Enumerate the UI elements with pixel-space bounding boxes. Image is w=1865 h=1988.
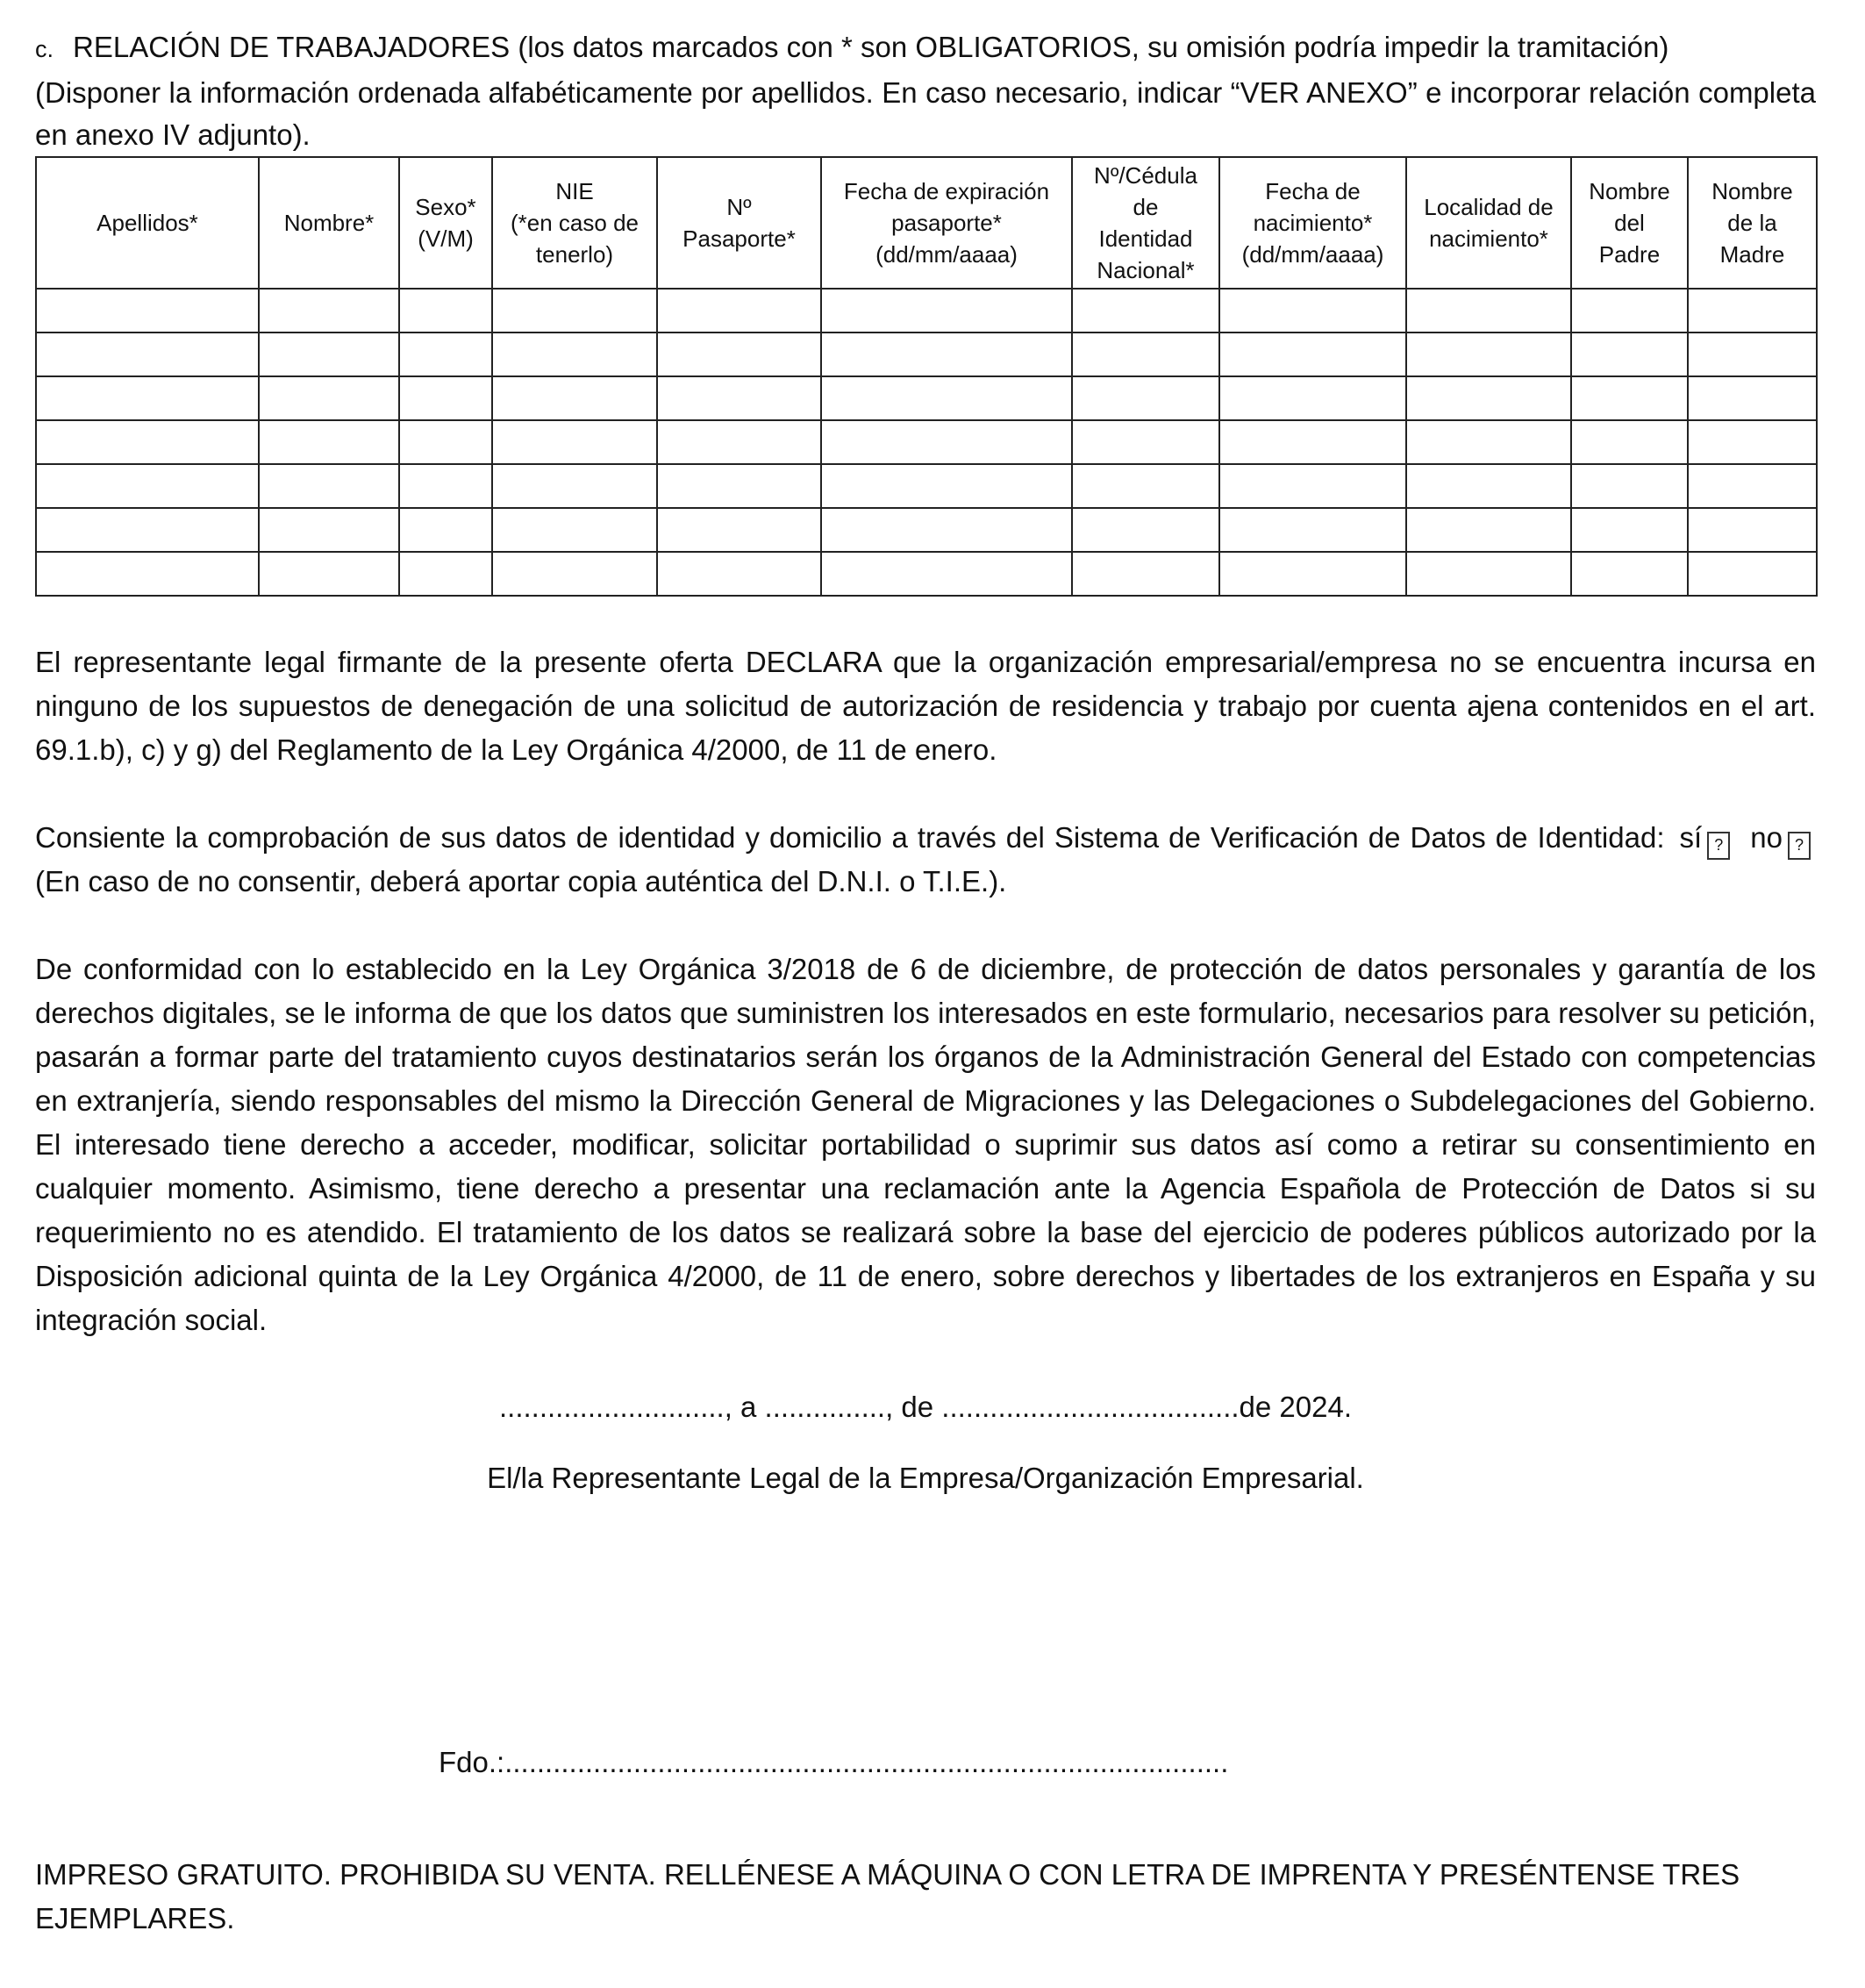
- table-cell[interactable]: [1406, 420, 1571, 464]
- column-header-line: nacimiento*: [1253, 210, 1373, 236]
- table-cell[interactable]: [399, 552, 492, 596]
- column-header-line: NIE: [555, 178, 594, 204]
- table-cell[interactable]: [657, 464, 821, 508]
- column-header: [399, 157, 492, 289]
- column-header-line: Nacional*: [1097, 257, 1195, 283]
- column-header-line: Nº: [726, 194, 752, 220]
- table-cell[interactable]: [1406, 464, 1571, 508]
- section-heading: [35, 25, 1816, 72]
- table-row: [36, 552, 1817, 596]
- column-header-line: de: [1133, 194, 1159, 220]
- column-header-line: Localidad de: [1424, 194, 1554, 220]
- column-header-line: del: [1614, 210, 1645, 236]
- table-cell[interactable]: [492, 508, 657, 552]
- footer-notice: IMPRESO GRATUITO. PROHIBIDA SU VENTA. RELLÉNESE A MÁQUINA O CON LETRA DE IMPRENTA Y PRESÉNTENSE TRES EJEMPLARES.: [35, 1858, 1740, 1934]
- column-header-line: Fecha de: [1265, 178, 1361, 204]
- consent-yes-label: sí: [1679, 821, 1703, 854]
- column-header-line: pasaporte*: [891, 210, 1002, 236]
- table-cell[interactable]: [821, 552, 1072, 596]
- table-cell[interactable]: [1219, 552, 1406, 596]
- column-header-line: Padre: [1598, 241, 1661, 268]
- table-cell[interactable]: [1688, 508, 1817, 552]
- table-cell[interactable]: [492, 289, 657, 333]
- table-cell[interactable]: [259, 376, 399, 420]
- consent-no-label: no: [1750, 821, 1783, 854]
- table-cell[interactable]: [1219, 420, 1406, 464]
- table-cell[interactable]: [492, 376, 657, 420]
- column-header: [1219, 157, 1406, 289]
- column-header-line: (*en caso de: [511, 210, 639, 236]
- column-header: [1688, 157, 1817, 289]
- table-cell[interactable]: [1072, 508, 1219, 552]
- table-cell[interactable]: [1219, 333, 1406, 376]
- table-cell[interactable]: [36, 289, 259, 333]
- consent-text: Consiente la comprobación de sus datos de identidad y domicilio a través del Sistema de Verificación de Datos de Identidad:: [35, 821, 1665, 854]
- column-header-line: (V/M): [418, 225, 474, 252]
- column-header: [657, 157, 821, 289]
- table-cell[interactable]: [1571, 552, 1688, 596]
- column-header-line: Nº/Cédula: [1094, 162, 1197, 189]
- column-header-line: Nombre*: [283, 210, 375, 236]
- table-cell[interactable]: [1406, 333, 1571, 376]
- column-header-line: Sexo*: [415, 194, 476, 220]
- column-header-line: tenerlo): [535, 241, 614, 268]
- table-body: [36, 289, 1817, 596]
- table-cell[interactable]: [1688, 333, 1817, 376]
- consent-note: (En caso de no consentir, deberá aportar copia auténtica del D.N.I. o T.I.E.).: [35, 865, 1007, 897]
- table-row: [36, 508, 1817, 552]
- column-header-line: nacimiento*: [1429, 225, 1548, 252]
- table-cell[interactable]: [821, 420, 1072, 464]
- table-cell[interactable]: [492, 333, 657, 376]
- table-row: [36, 420, 1817, 464]
- column-header-line: de la: [1727, 210, 1777, 236]
- table-cell[interactable]: [821, 464, 1072, 508]
- table-cell[interactable]: [1406, 508, 1571, 552]
- table-cell[interactable]: [821, 289, 1072, 333]
- table-cell[interactable]: [1688, 289, 1817, 333]
- table-cell[interactable]: [36, 508, 259, 552]
- workers-table: [35, 156, 1818, 597]
- table-cell[interactable]: [492, 552, 657, 596]
- table-cell[interactable]: [1571, 289, 1688, 333]
- table-cell[interactable]: [1072, 376, 1219, 420]
- table-cell[interactable]: [657, 552, 821, 596]
- column-header-line: (dd/mm/aaaa): [875, 241, 1018, 268]
- table-cell[interactable]: [492, 464, 657, 508]
- column-header: [259, 157, 399, 289]
- table-row: [36, 464, 1817, 508]
- column-header-line: Nombre: [1589, 178, 1670, 204]
- table-cell[interactable]: [259, 464, 399, 508]
- table-cell[interactable]: [1072, 464, 1219, 508]
- table-row: [36, 289, 1817, 333]
- table-cell[interactable]: [259, 420, 399, 464]
- table-row: [36, 333, 1817, 376]
- table-cell[interactable]: [657, 508, 821, 552]
- table-cell[interactable]: [1688, 376, 1817, 420]
- table-cell[interactable]: [1688, 420, 1817, 464]
- signature-line[interactable]: Fdo.:..........................................................................................: [439, 1746, 1229, 1778]
- table-cell[interactable]: [1219, 464, 1406, 508]
- table-cell[interactable]: [821, 376, 1072, 420]
- table-cell[interactable]: [259, 508, 399, 552]
- column-header-line: Identidad: [1098, 225, 1193, 252]
- table-cell[interactable]: [36, 464, 259, 508]
- table-cell[interactable]: [1688, 464, 1817, 508]
- table-cell[interactable]: [657, 289, 821, 333]
- table-cell[interactable]: [259, 552, 399, 596]
- table-cell[interactable]: [399, 464, 492, 508]
- table-cell[interactable]: [492, 420, 657, 464]
- table-cell[interactable]: [1571, 333, 1688, 376]
- section-letter: c.: [35, 36, 54, 62]
- table-cell[interactable]: [36, 333, 259, 376]
- section-title: RELACIÓN DE TRABAJADORES (los datos marcados con * son OBLIGATORIOS, su omisión podría impedir la tramitación): [73, 31, 1669, 63]
- column-header-line: Pasaporte*: [682, 225, 796, 252]
- date-line[interactable]: ............................, a ..............., de .....................................de 2024.: [498, 1391, 1352, 1423]
- table-row: [36, 376, 1817, 420]
- table-header-row: [36, 157, 1817, 289]
- signer-title: El/la Representante Legal de la Empresa/Organización Empresarial.: [487, 1462, 1364, 1494]
- table-cell[interactable]: [1688, 552, 1817, 596]
- table-cell[interactable]: [259, 333, 399, 376]
- column-header: [36, 157, 259, 289]
- table-cell[interactable]: [821, 333, 1072, 376]
- table-cell[interactable]: [1571, 464, 1688, 508]
- table-cell[interactable]: [821, 508, 1072, 552]
- column-header-line: Madre: [1719, 241, 1785, 268]
- table-cell[interactable]: [36, 420, 259, 464]
- consent-no-checkbox[interactable]: ?: [1788, 832, 1811, 860]
- column-header: [821, 157, 1072, 289]
- table-cell[interactable]: [36, 376, 259, 420]
- table-cell[interactable]: [399, 420, 492, 464]
- table-cell[interactable]: [1072, 289, 1219, 333]
- section-instruction: (Disponer la información ordenada alfabéticamente por apellidos. En caso necesario, indicar “VER ANEXO” e incorporar relación completa en anexo IV adjunto).: [35, 76, 1816, 151]
- consent-paragraph: [35, 816, 1816, 904]
- column-header: [1406, 157, 1571, 289]
- table-cell[interactable]: [1571, 420, 1688, 464]
- table-cell[interactable]: [1219, 289, 1406, 333]
- table-cell[interactable]: [259, 289, 399, 333]
- table-cell[interactable]: [657, 376, 821, 420]
- column-header: [492, 157, 657, 289]
- column-header: [1072, 157, 1219, 289]
- table-cell[interactable]: [1571, 508, 1688, 552]
- column-header-line: Nombre: [1711, 178, 1793, 204]
- column-header-line: Apellidos*: [96, 210, 198, 236]
- table-cell[interactable]: [1219, 376, 1406, 420]
- privacy-text: De conformidad con lo establecido en la Ley Orgánica 3/2018 de 6 de diciembre, de protección de datos personales y garantía de los derechos digitales, se le informa de que los datos que suministren los interesados en este formulario, necesarios para resolver su petición, pasarán a formar parte del tratamiento cuyos destinatarios serán los órganos de la Administración General del Estado con competencias en extranjería, siendo responsables del mismo la Dirección General de Migraciones y las Delegaciones o Subdelegaciones del Gobierno. El interesado tiene derecho a acceder, modificar, solicitar portabilidad o suprimir sus datos así como a retirar su consentimiento en cualquier momento. Asimismo, tiene derecho a presentar una reclamación ante la Agencia Española de Protección de Datos si su requerimiento no es atendido. El tratamiento de los datos se realizará sobre la base del ejercicio de poderes públicos autorizado por la Disposición adicional quinta de la Ley Orgánica 4/2000, de 11 de enero, sobre derechos y libertades de los extranjeros en España y su integración social.: [35, 953, 1816, 1336]
- table-cell[interactable]: [1406, 376, 1571, 420]
- table-cell[interactable]: [1072, 333, 1219, 376]
- table-cell[interactable]: [1072, 552, 1219, 596]
- table-cell[interactable]: [1072, 420, 1219, 464]
- consent-yes-checkbox[interactable]: ?: [1707, 832, 1730, 860]
- column-header-line: Fecha de expiración: [843, 178, 1050, 204]
- table-cell[interactable]: [657, 333, 821, 376]
- column-header: [1571, 157, 1688, 289]
- table-cell[interactable]: [1571, 376, 1688, 420]
- form-page: [35, 25, 1816, 1499]
- column-header-line: (dd/mm/aaaa): [1241, 241, 1384, 268]
- table-cell[interactable]: [399, 333, 492, 376]
- table-cell[interactable]: [36, 552, 259, 596]
- table-cell[interactable]: [399, 376, 492, 420]
- table-cell[interactable]: [399, 508, 492, 552]
- table-cell[interactable]: [399, 289, 492, 333]
- table-cell[interactable]: [1406, 289, 1571, 333]
- table-cell[interactable]: [1219, 508, 1406, 552]
- table-cell[interactable]: [657, 420, 821, 464]
- declaration-text: El representante legal firmante de la presente oferta DECLARA que la organización empresarial/empresa no se encuentra incursa en ninguno de los supuestos de denegación de una solicitud de autorización de residencia y trabajo por cuenta ajena contenidos en el art. 69.1.b), c) y g) del Reglamento de la Ley Orgánica 4/2000, de 11 de enero.: [35, 646, 1816, 766]
- table-cell[interactable]: [1406, 552, 1571, 596]
